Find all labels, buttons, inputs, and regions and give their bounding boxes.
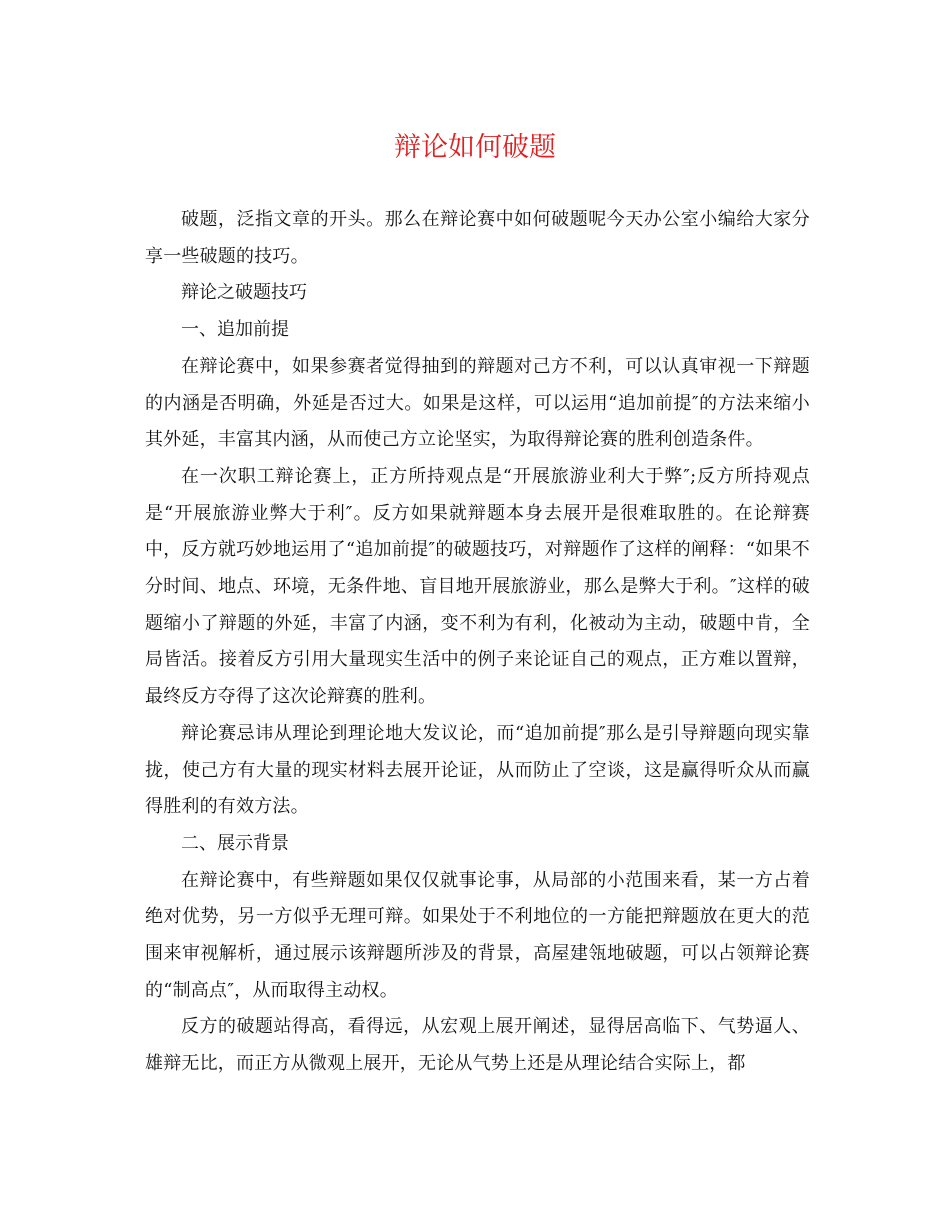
paragraph-2a: 在辩论赛中，有些辩题如果仅仅就事论事，从局部的小范围来看，某一方占着绝对优势，另一方似乎无理可辩。如果处于不利地位的一方能把辩题放在更大的范围来审视解析，通过展示该辩题所涉及的背景，高屋建瓴地破题，可以占领辩论赛的“制高点″，从而取得主动权。 — [145, 869, 810, 1001]
paragraph-1a: 在辩论赛中，如果参赛者觉得抽到的辩题对己方不利，可以认真审视一下辩题的内涵是否明确，外延是否过大。如果是这样，可以运用“追加前提″的方法来缩小其外延，丰富其内涵，从而使己方立论坚实，为取得辩论赛的胜利创造条件。 — [145, 355, 810, 451]
document-body — [145, 202, 810, 1083]
paragraph-2b: 反方的破题站得高，看得远，从宏观上展开阐述，显得居高临下、气势逼人、雄辩无比，而正方从微观上展开，无论从气势上还是从理论结合实际上，都 — [145, 1016, 810, 1075]
paragraph-1b: 在一次职工辩论赛上，正方所持观点是“开展旅游业利大于弊″;反方所持观点是“开展旅游业弊大于利″。反方如果就辩题本身去展开是很难取胜的。在论辩赛中，反方就巧妙地运用了“追加前提″的破题技巧，对辩题作了这样的阐释：“如果不分时间、地点、环境，无条件地、盲目地开展旅游业，那么是弊大于利。″这样的破题缩小了辩题的外延，丰富了内涵，变不利为有利，化被动为主动，破题中肯，全局皆活。接着反方引用大量现实生活中的例子来论证自己的观点，正方难以置辩，最终反方夺得了这次论辩赛的胜利。 — [145, 465, 810, 708]
document-title: 辩论如何破题 — [394, 132, 556, 163]
section-heading-techniques: 辩论之破题技巧 — [181, 282, 307, 304]
section-heading-1: 一、追加前提 — [181, 319, 289, 341]
paragraph-1c: 辩论赛忌讳从理论到理论地大发议论，而“追加前提″那么是引导辩题向现实靠拢，使己方有大量的现实材料去展开论证，从而防止了空谈，这是赢得听众从而赢得胜利的有效方法。 — [145, 722, 810, 818]
section-heading-2: 二、展示背景 — [181, 832, 289, 854]
paragraph-intro: 破题，泛指文章的开头。那么在辩论赛中如何破题呢今天办公室小编给大家分享一些破题的技巧。 — [145, 209, 810, 267]
